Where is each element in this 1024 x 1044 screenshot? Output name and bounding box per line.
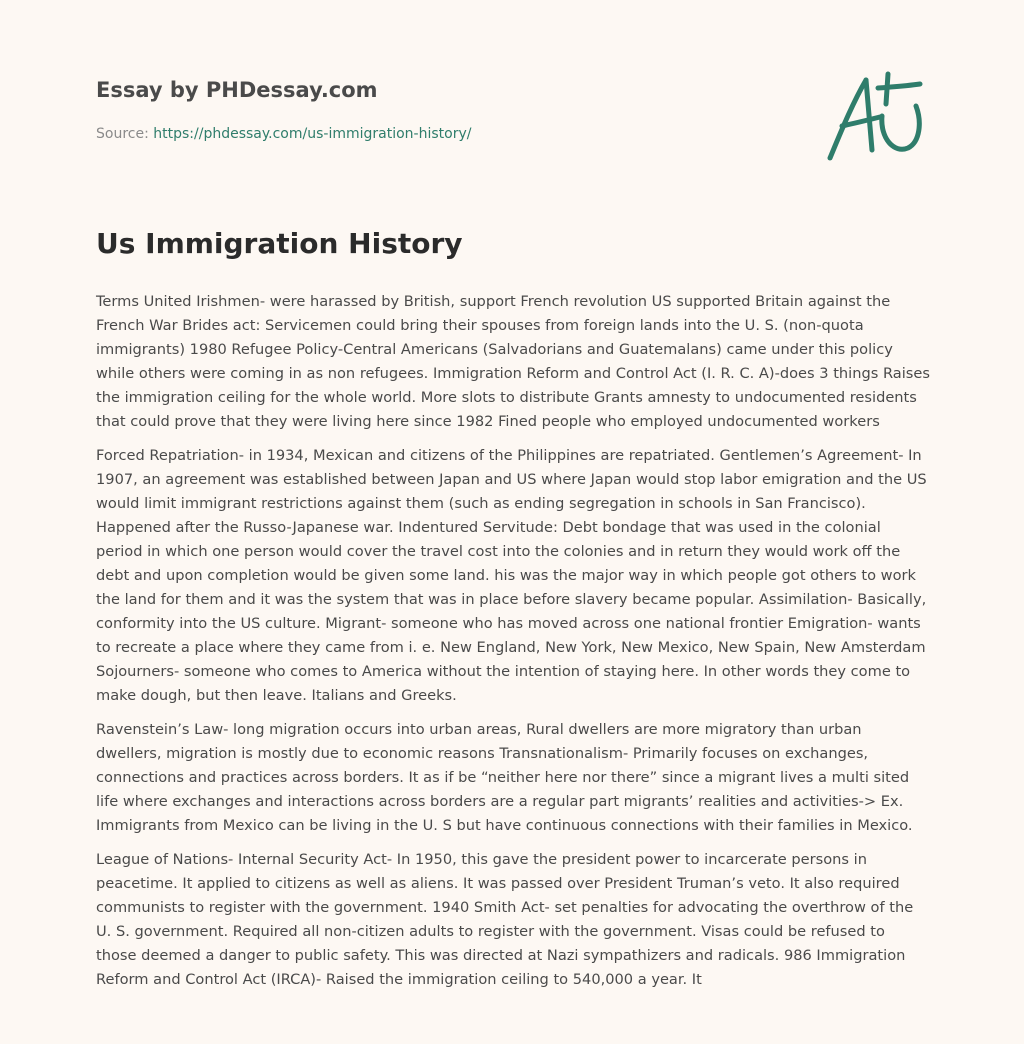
essay-paragraph: Terms United Irishmen- were harassed by British, support French revolution US supported Britain against the French War Brides act: Servicemen could bring their spouses from foreign lands into the U. S. (non-quota immigrants) 1980 Refugee Policy-Central Americans (Salvadorians and Guatemalans) came under this policy while others were coming in as non refugees. Immigration Reform and Control Act (I. R. C. A)-does 3 things Raises the immigration ceiling for the whole world. More slots to distribute Grants amnesty to undocumented residents that could prove that they were living here since 1982 Fined people who employed undocumented workers bbox=[96, 293, 930, 430]
a-plus-grade-icon bbox=[822, 68, 928, 164]
site-title: Essay by PHDessay.com bbox=[96, 78, 378, 102]
essay-paragraph: Ravenstein’s Law- long migration occurs into urban areas, Rural dwellers are more migratory than urban dwellers, migration is mostly due to economic reasons Transnationalism- Primarily focuses on exchanges, connections and practices across borders. It as if be “neither here nor there” since a migrant lives a multi sited life where exchanges and interactions across borders are a regular part migrants’ realities and activities-> Ex. Immigrants from Mexico can be living in the U. S but have continuous connections with their families in Mexico. bbox=[96, 721, 913, 834]
essay-paragraph: Forced Repatriation- in 1934, Mexican and citizens of the Philippines are repatriated. Gentlemen’s Agreement- In 1907, an agreement was established between Japan and US where Japan would stop labor emigration and the US would limit immigrant restrictions against them (such as ending segregation in schools in San Francisco). Happened after the Russo-Japanese war. Indentured Servitude: Debt bondage that was used in the colonial period in which one person would cover the travel cost into the colonies and in return they would work off the debt and upon completion would be given some land. his was the major way in which people got others to work the land for them and it was the system that was in place before slavery became popular. Assimilation- Basically, conformity into the US culture. Migrant- someone who has moved across one national frontier Emigration- wants to recreate a place where they came from i. e. New England, New York, New Mexico, New Spain, New Amsterdam Sojourners- someone who comes to America without the intention of staying here. In other words they come to make dough, but then leave. Italians and Greeks. bbox=[96, 447, 927, 704]
essay-paragraph: League of Nations- Internal Security Act- In 1950, this gave the president power to incarcerate persons in peacetime. It applied to citizens as well as aliens. It was passed over President Truman’s veto. It also required communists to register with the government. 1940 Smith Act- set penalties for advocating the overthrow of the U. S. government. Required all non-citizen adults to register with the government. Visas could be refused to those deemed a danger to public safety. This was directed at Nazi sympathizers and radicals. 986 Immigration Reform and Control Act (IRCA)- Raised the immigration ceiling to 540,000 a year. It bbox=[96, 851, 914, 988]
source-label: Source: bbox=[96, 126, 149, 142]
essay-content bbox=[96, 224, 930, 1002]
essay-title: Us Immigration History bbox=[96, 227, 463, 260]
source-link[interactable]: https://phdessay.com/us-immigration-history/ bbox=[153, 126, 472, 142]
source-line bbox=[96, 124, 796, 144]
header bbox=[96, 76, 796, 144]
